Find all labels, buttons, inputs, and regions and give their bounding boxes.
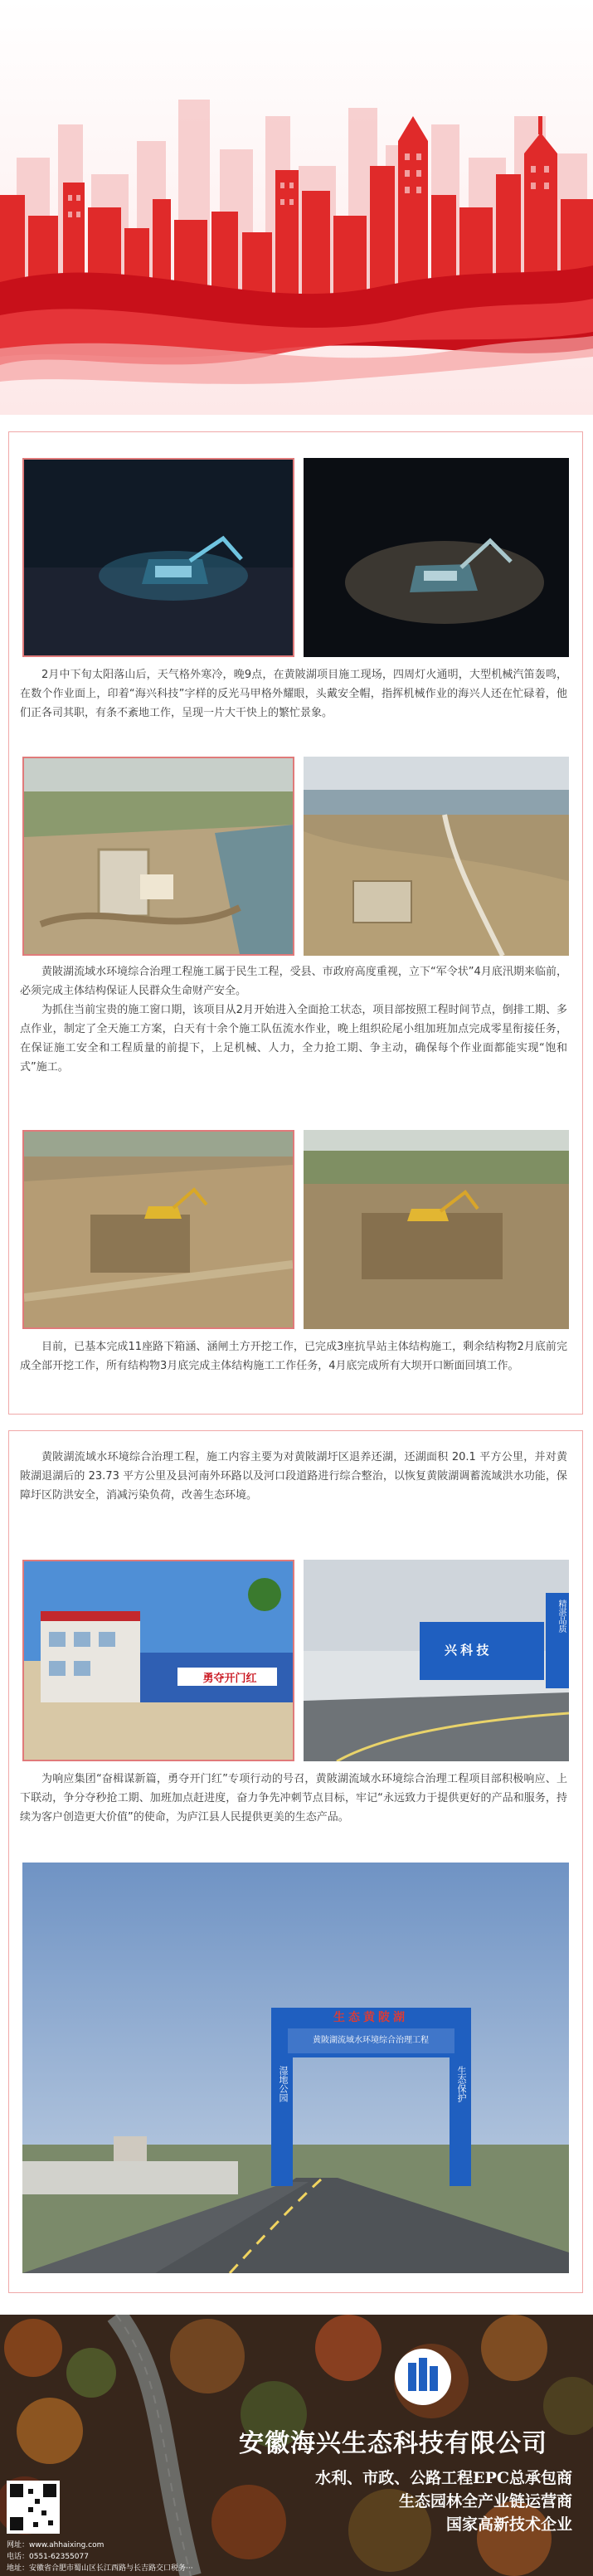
- photo-aerial-site-1: [22, 757, 294, 956]
- photo-excavation-2: [304, 1130, 569, 1329]
- footer-address: 地址：安徽省合肥市蜀山区长江西路与长吉路交口税务···: [7, 2564, 193, 2573]
- paragraph-progress: 目前，已基本完成11座路下箱涵、涵闸土方开挖工作，已完成3座抗旱站主体结构施工，剩余结构物2月底前完成全部开挖工作，所有结构物3月底完成主体结构施工工作任务，4月底完成所有大坝开口断面回填工作。: [20, 1341, 567, 1372]
- photo-project-office: [22, 1560, 294, 1761]
- paragraph-project-scope: 黄陂湖流域水环境综合治理工程，施工内容主要为对黄陂湖圩区退养还湖，还湖面积 20.1 平方公里，并对黄陂湖退湖后的 23.73 平方公里及县河南外环路以及河口段道路进行综合整治，以恢复黄陂湖调蓄流域洪水功能，保障圩区防洪安全，消减污染负荷，改善生态环境。: [20, 1451, 567, 1502]
- tagline-epc: 水利、市政、公路工程EPC总承包商: [315, 2469, 572, 2487]
- photo-wetland-gate-road: [22, 1863, 569, 2273]
- photo-excavation-1: [22, 1130, 294, 1329]
- banner-slogan: 勇夺开门红: [202, 1672, 257, 1684]
- wall-text: 兴 科 技: [445, 1643, 489, 1658]
- photo-company-wall: [304, 1560, 569, 1761]
- paragraph-rush-schedule: 为抓住当前宝贵的施工窗口期，该项目从2月开始进入全面抢工状态，项目部按照工程时间节点，倒排工期、多点作业，制定了全天施工方案，白天有十余个施工队伍流水作业，晚上组织砼尾小组加班加点完成零星衔接任务，在保证施工安全和工程质量的前提下，上足机械、人力，全力抢工期、争主动，确保每个作业面都能实现“饱和式”施工。: [20, 1004, 567, 1074]
- company-name: 安徽海兴生态科技有限公司: [239, 2429, 547, 2458]
- paragraph-night-work: 2月中下旬太阳落山后，天气格外寒冷，晚9点，在黄陂湖项目施工现场，四周灯火通明，大型机械汽笛轰鸣，在数个作业面上，印着“海兴科技”字样的反光马甲格外耀眼，头戴安全帽，指挥机械作业的海兴人还在忙碌着，他们正各司其职，有条不紊地工作，呈现一片大干快上的繁忙景象。: [20, 669, 567, 719]
- photo-aerial-site-2: [304, 757, 569, 956]
- gate-left-pillar-text: 湿地公园: [278, 2066, 289, 2102]
- city-skyline-illustration: [0, 0, 593, 415]
- gate-band-text: 黄陂湖流域水环境综合治理工程: [313, 2036, 429, 2045]
- tagline-hightech: 国家高新技术企业: [445, 2515, 572, 2534]
- gate-right-pillar-text: 生态保护: [456, 2066, 467, 2102]
- header-banner: [0, 0, 593, 415]
- photo-night-excavator-2: [304, 458, 569, 657]
- tagline-garden: 生态园林全产业链运营商: [398, 2492, 572, 2510]
- photo-night-excavator-1: [22, 458, 294, 657]
- gate-title: 生态黄陂湖: [333, 2011, 408, 2024]
- paragraph-campaign: 为响应集团“奋楫谋新篇，勇夺开门红”专项行动的号召，黄陂湖流域水环境综合治理工程项目部积极响应、上下联动，争分夺秒抢工期、加班加点赶进度，奋力争先冲刺节点目标，牢记“永远致力于提供更好的产品和服务，持续为客户创造更大价值”的使命，为庐江县人民提供更美的生态产品。: [20, 1773, 567, 1824]
- company-footer: [0, 2315, 593, 2576]
- footer-website[interactable]: 网址：www.ahhaixing.com: [7, 2541, 105, 2549]
- paragraph-people-project: 黄陂湖流域水环境综合治理工程施工属于民生工程，受县、市政府高度重视，立下“军令状”4月底汛期来临前，必须完成主体结构保证人民群众生命财产安全。: [20, 966, 567, 997]
- footer-phone: 电话：0551-62355077: [7, 2553, 89, 2561]
- wall-side-text: 精湛品质: [557, 1600, 566, 1633]
